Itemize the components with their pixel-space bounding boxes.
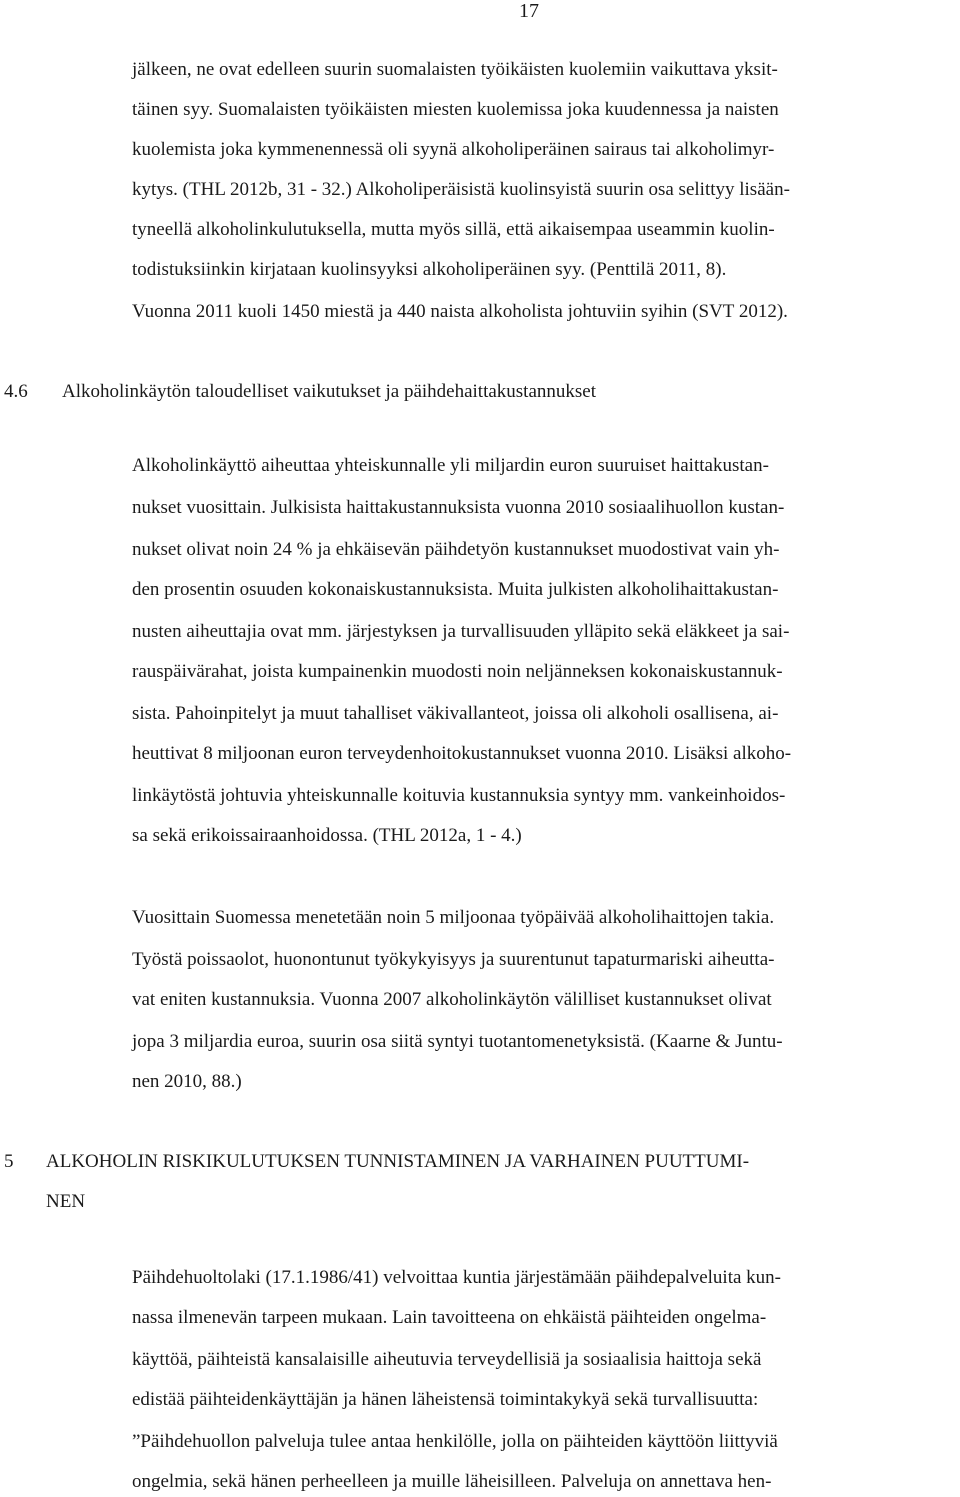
text-line: Vuonna 2011 kuoli 1450 miestä ja 440 naista alkoholista johtuviin syihin (SVT 2012). <box>132 301 788 322</box>
text-line: jälkeen, ne ovat edelleen suurin suomalaisten työikäisten kuolemiin vaikuttava yksit- <box>132 59 778 80</box>
text-line: nukset vuosittain. Julkisista haittakustannuksista vuonna 2010 sosiaalihuollon kustan- <box>132 497 785 518</box>
text-line: jopa 3 miljardia euroa, suurin osa siitä syntyi tuotantomenetyksistä. (Kaarne & Juntu- <box>132 1031 783 1052</box>
text-line: kytys. (THL 2012b, 31 - 32.) Alkoholiperäisistä kuolinsyistä suurin osa selittyy lisään- <box>132 179 790 200</box>
text-line: Vuosittain Suomessa menetetään noin 5 miljoonaa työpäivää alkoholihaittojen takia. <box>132 907 775 928</box>
text-line: Alkoholinkäyttö aiheuttaa yhteiskunnalle yli miljardin euron suuruiset haittakustan- <box>132 455 769 476</box>
text-line: tyneellä alkoholinkulutuksella, mutta myös sillä, että aikaisempaa useammin kuolin- <box>132 219 775 240</box>
section-number: 4.6 <box>4 381 28 402</box>
text-line: ongelmia, sekä hänen perheelleen ja muille läheisilleen. Palveluja on annettava hen- <box>132 1471 772 1492</box>
text-line: todistuksiinkin kirjataan kuolinsyyksi alkoholiperäinen syy. (Penttilä 2011, 8). <box>132 259 727 280</box>
chapter-title-line-2: NEN <box>46 1191 86 1212</box>
text-line: den prosentin osuuden kokonaiskustannuksista. Muita julkisten alkoholihaittakustan- <box>132 579 779 600</box>
text-line: edistää päihteidenkäyttäjän ja hänen läheistensä toimintakykyä sekä turvallisuutta: <box>132 1389 759 1410</box>
chapter-title-line-1: ALKOHOLIN RISKIKULUTUKSEN TUNNISTAMINEN JA VARHAINEN PUUTTUMI- <box>46 1151 750 1172</box>
text-line: nusten aiheuttajia ovat mm. järjestyksen ja turvallisuuden ylläpito sekä eläkkeet ja sai- <box>132 621 790 642</box>
chapter-number: 5 <box>4 1151 14 1172</box>
text-line: linkäytöstä johtuvia yhteiskunnalle koituvia kustannuksia syntyy mm. vankeinhoidos- <box>132 785 786 806</box>
text-line: nassa ilmenevän tarpeen mukaan. Lain tavoitteena on ehkäistä päihteiden ongelma- <box>132 1307 767 1328</box>
text-line: sa sekä erikoissairaanhoidossa. (THL 2012a, 1 - 4.) <box>132 825 522 846</box>
text-line: Työstä poissaolot, huonontunut työkykyisyys ja suurentunut tapaturmariski aiheutta- <box>132 949 775 970</box>
text-line: Päihdehuoltolaki (17.1.1986/41) velvoittaa kuntia järjestämään päihdepalveluita kun- <box>132 1267 781 1288</box>
text-line: nukset olivat noin 24 % ja ehkäisevän päihdetyön kustannukset muodostivat vain yh- <box>132 539 780 560</box>
text-line: heuttivat 8 miljoonan euron terveydenhoitokustannukset vuonna 2010. Lisäksi alkoho- <box>132 743 792 764</box>
text-line: käyttöä, päihteistä kansalaisille aiheutuvia terveydellisiä ja sosiaalisia haittoja sekä <box>132 1349 762 1370</box>
section-title: Alkoholinkäytön taloudelliset vaikutukset ja päihdehaittakustannukset <box>62 381 597 402</box>
text-line: nen 2010, 88.) <box>132 1071 242 1092</box>
text-line: vat eniten kustannuksia. Vuonna 2007 alkoholinkäytön välilliset kustannukset olivat <box>132 989 772 1010</box>
text-line: rauspäivärahat, joista kumpainenkin muodosti noin neljänneksen kokonaiskustannuk- <box>132 661 783 682</box>
page-number: 17 <box>519 0 539 22</box>
text-line: täinen syy. Suomalaisten työikäisten miesten kuolemissa joka kuudennessa ja naisten <box>132 99 779 120</box>
text-line: ”Päihdehuollon palveluja tulee antaa henkilölle, jolla on päihteiden käyttöön liittyviä <box>132 1431 778 1452</box>
text-line: kuolemista joka kymmenennessä oli syynä alkoholiperäinen sairaus tai alkoholimyr- <box>132 139 775 160</box>
text-line: sista. Pahoinpitelyt ja muut tahalliset väkivallanteot, joissa oli alkoholi osallisena, ai- <box>132 703 779 724</box>
